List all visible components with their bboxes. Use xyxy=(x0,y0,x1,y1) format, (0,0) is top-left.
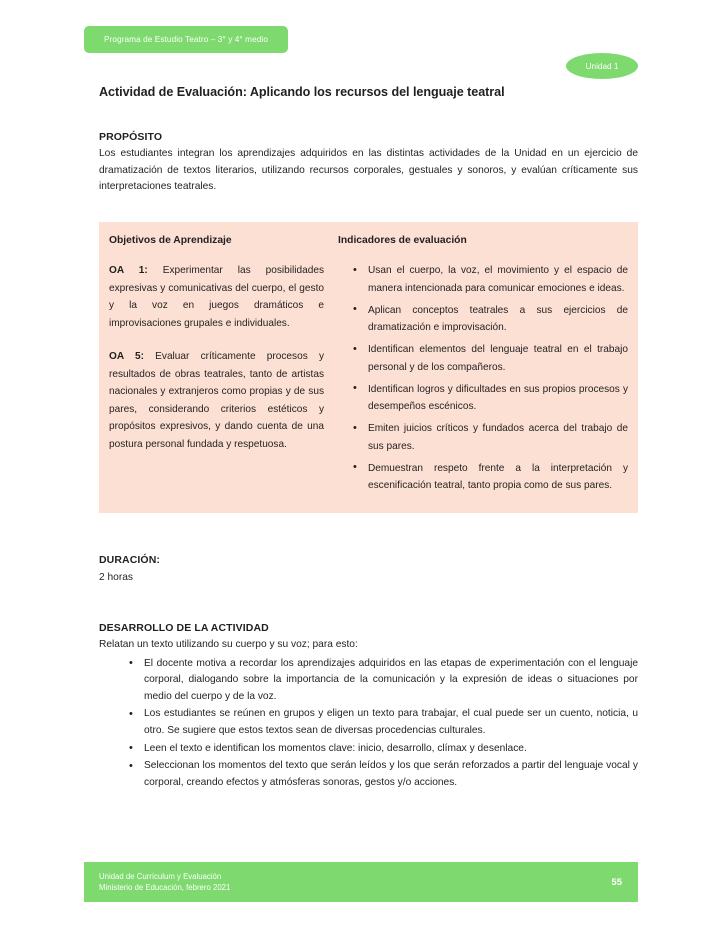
objective-code: OA 1: xyxy=(109,265,148,276)
duracion-section xyxy=(99,554,638,587)
document-header xyxy=(0,26,720,71)
desarrollo-section xyxy=(99,622,638,792)
unit-badge-label: Unidad 1 xyxy=(585,61,619,71)
objective-text: Evaluar críticamente procesos y resultados de obras teatrales, tanto de artistas nacionales y extranjeros como propias y de sus pares, considerando criterios estéticos y propósitos expresivos, y dando cuenta de una postura personal fundada y respetuosa. xyxy=(109,351,324,450)
proposito-text: Los estudiantes integran los aprendizajes adquiridos en las distintas actividades de la Unidad en un ejercicio de dramatización de textos literarios, utilizando recursos corporales, gestuales y sonoros, y evalúan críticamente sus interpretaciones teatrales. xyxy=(99,148,638,193)
objective-code: OA 5: xyxy=(109,351,144,362)
indicator-item: • Aplican conceptos teatrales a sus ejercicios de dramatización e improvisación. xyxy=(338,302,628,337)
document-footer xyxy=(84,862,638,902)
objectives-indicators-table xyxy=(99,222,638,513)
desarrollo-item: • Los estudiantes se reúnen en grupos y eligen un texto para trabajar, el cual puede ser un cuento, noticia, u otro. Se sugiere que estos textos sean de diversas procedencias culturales. xyxy=(99,706,638,739)
objective-item xyxy=(109,262,324,332)
page-number: 55 xyxy=(611,876,622,888)
program-tab-label: Programa de Estudio Teatro – 3° y 4° medio xyxy=(104,35,268,44)
footer-line-1: Unidad de Currículum y Evaluación xyxy=(99,871,222,881)
indicator-item: • Emiten juicios críticos y fundados acerca del trabajo de sus pares. xyxy=(338,420,628,455)
desarrollo-item: • Seleccionan los momentos del texto que serán leídos y los que serán reforzados a partir del lenguaje vocal y corporal, creando efectos y atmósferas sonoras, gestos y/o acciones. xyxy=(99,758,638,791)
duracion-heading: DURACIÓN: xyxy=(99,554,160,566)
unit-badge xyxy=(566,53,638,79)
footer-credits xyxy=(99,871,230,894)
objectives-column-header: Objetivos de Aprendizaje xyxy=(109,235,232,246)
objectives-column xyxy=(99,222,338,513)
indicators-list xyxy=(338,262,628,495)
objective-item xyxy=(109,348,324,453)
desarrollo-item: • El docente motiva a recordar los aprendizajes adquiridos en las etapas de experimentación con el lenguaje corporal, dialogando sobre la importancia de la comunicación y la expresión de ideas o situaciones por medio del cuerpo y de la voz. xyxy=(99,656,638,706)
indicator-item: • Identifican elementos del lenguaje teatral en el trabajo personal y de los compañeros. xyxy=(338,341,628,376)
program-tab xyxy=(84,26,288,53)
indicator-item: • Identifican logros y dificultades en sus propios procesos y desempeños escénicos. xyxy=(338,381,628,416)
desarrollo-intro: Relatan un texto utilizando su cuerpo y su voz; para esto: xyxy=(99,639,358,650)
desarrollo-list xyxy=(99,656,638,792)
indicator-item: • Usan el cuerpo, la voz, el movimiento y el espacio de manera intencionada para comunicar emociones e ideas. xyxy=(338,262,628,297)
objectives-list xyxy=(109,262,324,453)
page-title: Actividad de Evaluación: Aplicando los recursos del lenguaje teatral xyxy=(99,85,505,99)
desarrollo-item: • Leen el texto e identifican los momentos clave: inicio, desarrollo, clímax y desenlace. xyxy=(99,741,638,758)
duracion-value: 2 horas xyxy=(99,572,133,583)
indicators-column-header: Indicadores de evaluación xyxy=(338,235,467,246)
desarrollo-heading: DESARROLLO DE LA ACTIVIDAD xyxy=(99,622,269,634)
objective-text: Experimentar las posibilidades expresivas y comunicativas del cuerpo, el gesto y la voz en juegos dramáticos e improvisaciones grupales e individuales. xyxy=(109,265,324,329)
indicators-column xyxy=(338,222,638,513)
footer-line-2: Ministerio de Educación, febrero 2021 xyxy=(99,883,231,892)
proposito-section xyxy=(99,131,638,196)
proposito-heading: PROPÓSITO xyxy=(99,131,163,143)
indicator-item: • Demuestran respeto frente a la interpretación y escenificación teatral, tanto propia como de sus pares. xyxy=(338,460,628,495)
